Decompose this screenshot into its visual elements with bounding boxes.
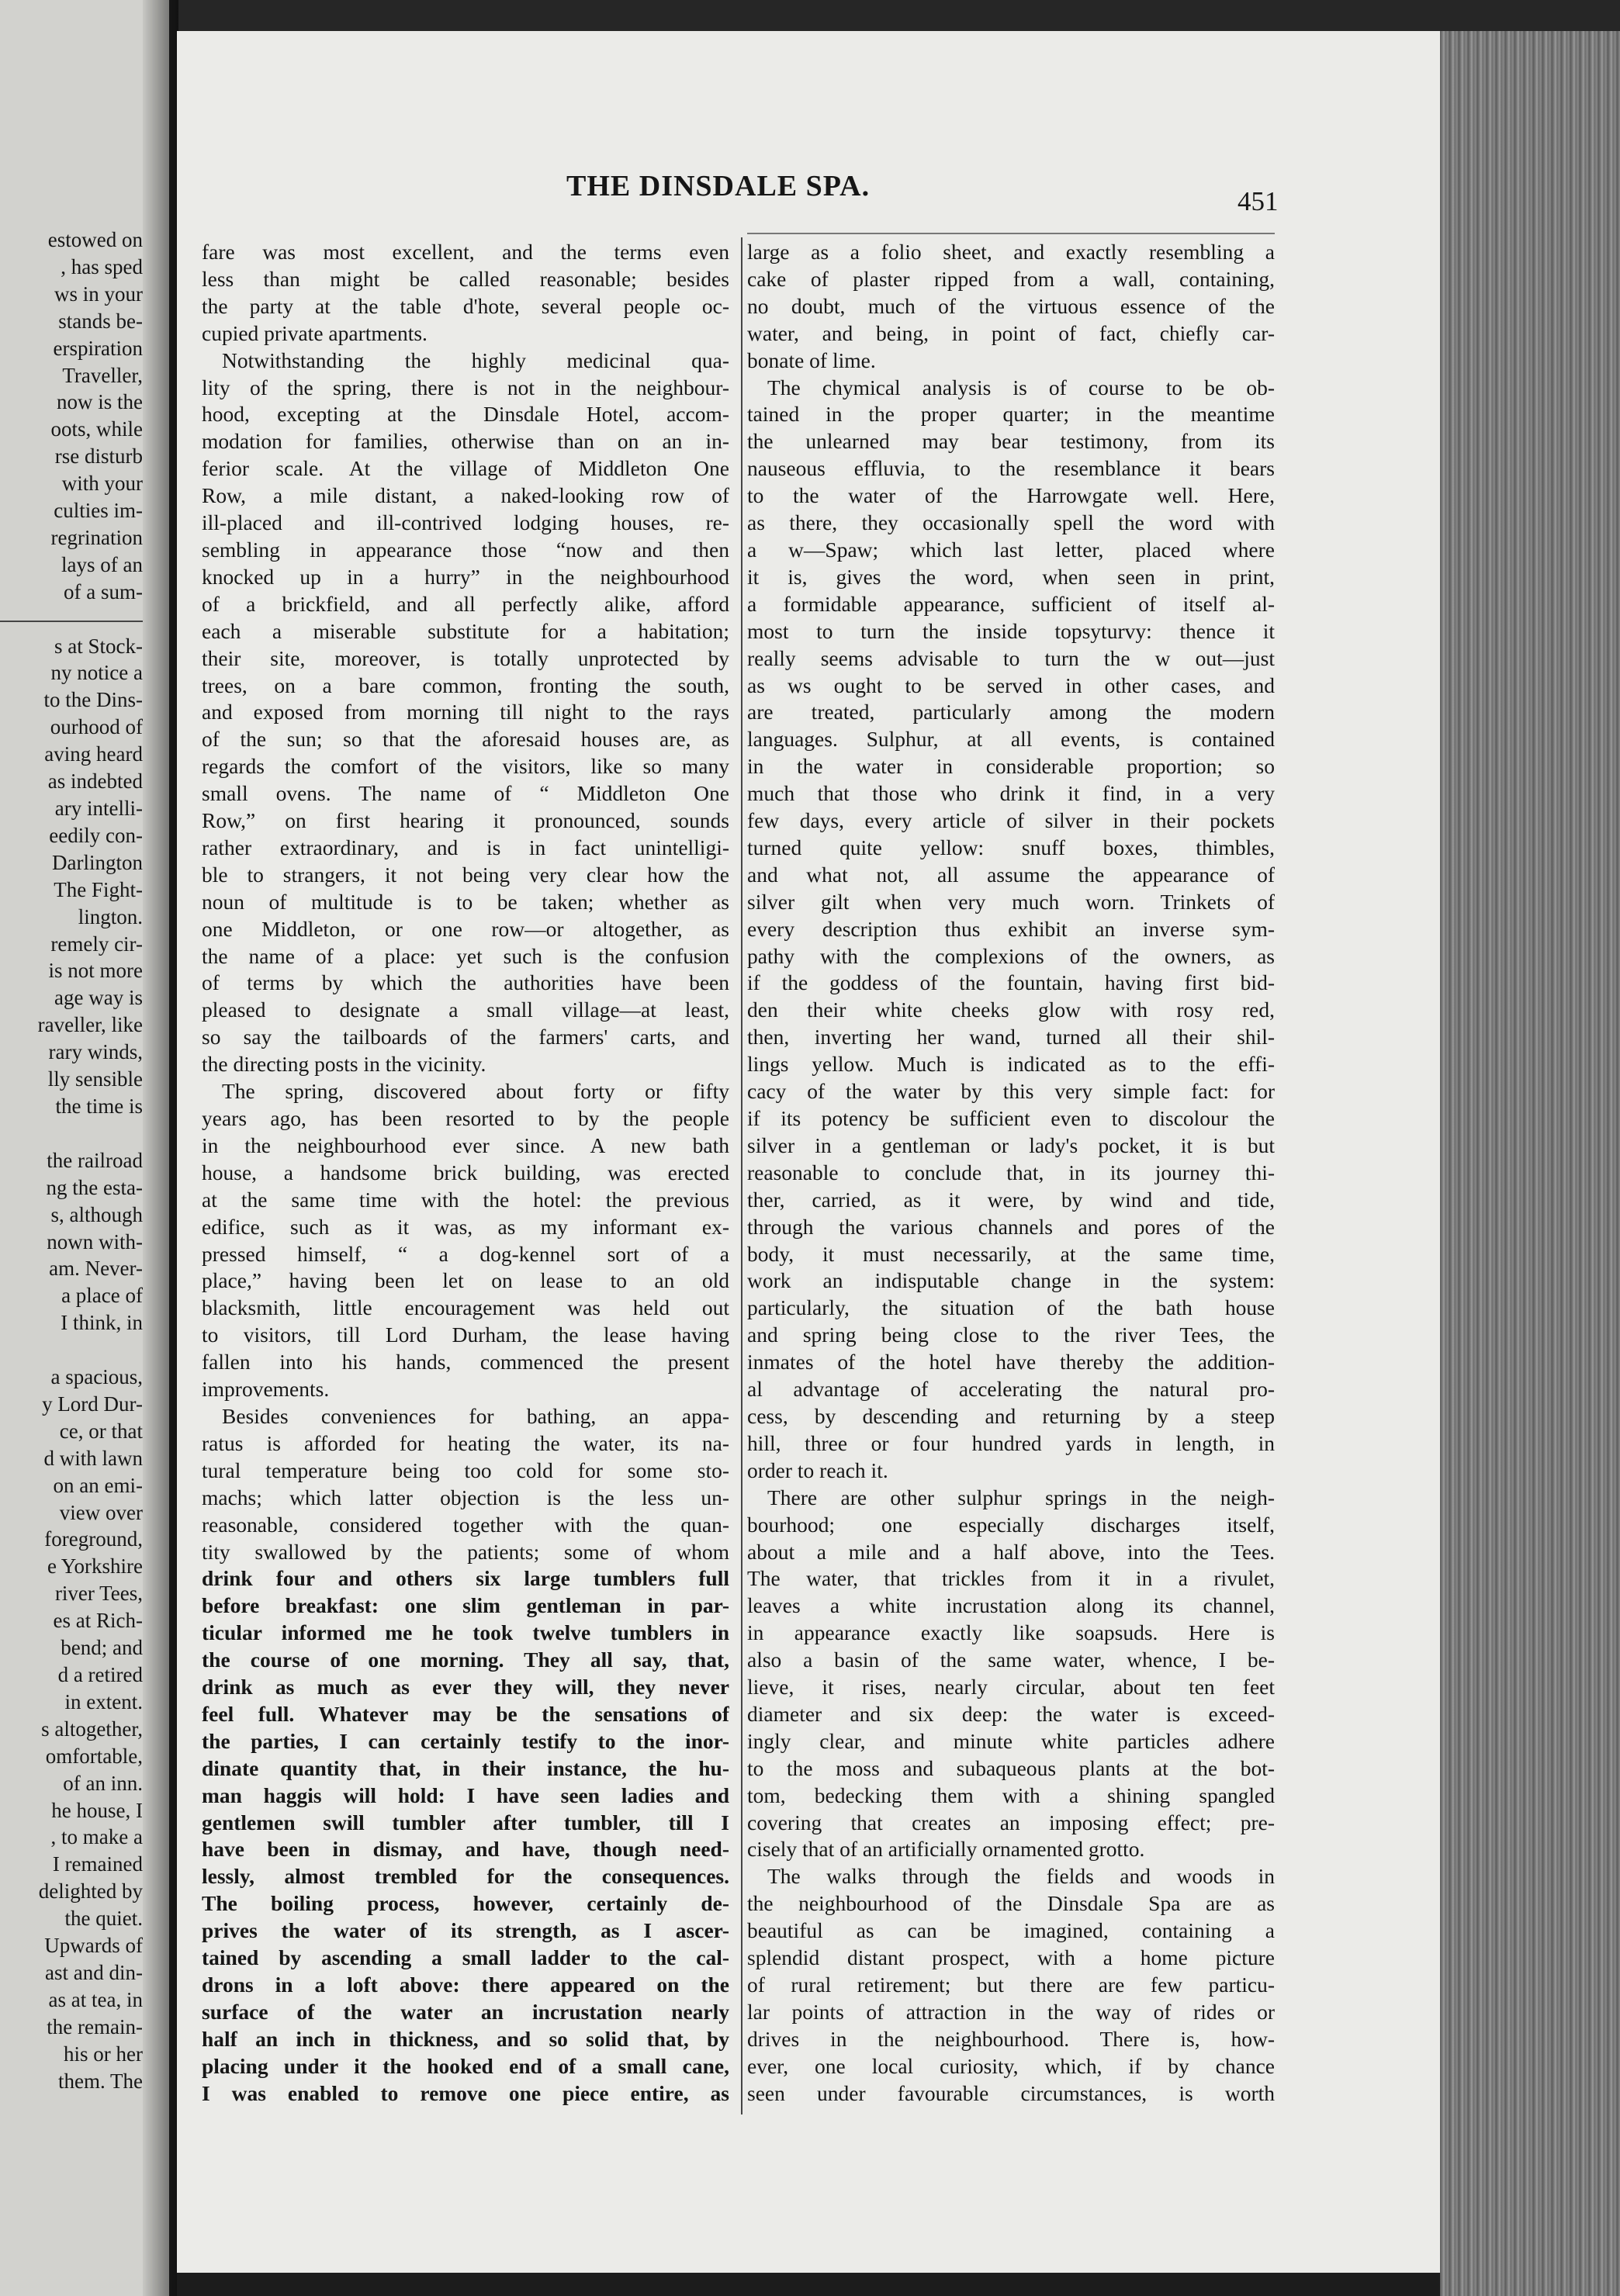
text-line: pathy with the complexions of the owners, as	[747, 943, 1275, 968]
text-line: the unlearned may bear testimony, from its	[747, 429, 1275, 454]
previous-page-line: on an emi-	[53, 1473, 143, 1497]
previous-page-line: the time is	[55, 1094, 143, 1118]
previous-page-line: now is the	[57, 390, 143, 414]
previous-page-line: d a retired	[57, 1662, 143, 1686]
text-line: covering that creates an imposing effect; pre-	[747, 1810, 1275, 1834]
text-line: have been in dismay, and have, though need-	[202, 1837, 729, 1862]
text-line: noun of multitude is to be taken; whether as	[202, 889, 729, 914]
text-line: of terms by which the authorities have been	[202, 970, 729, 995]
previous-page-line: of a sum-	[64, 579, 143, 603]
text-line: really seems advisable to turn the w out—just	[747, 645, 1275, 670]
text-line: The water, that trickles from it in a rivulet,	[747, 1566, 1275, 1591]
previous-page-line: es at Rich-	[53, 1609, 143, 1633]
previous-page-line: The Fight-	[54, 877, 143, 901]
previous-page-line: to the Dins-	[43, 688, 143, 712]
text-line: a w—Spaw; which last letter, placed where	[747, 537, 1275, 562]
text-line: modation for families, otherwise than on an in-	[202, 429, 729, 454]
text-line: diameter and six deep: the water is exceed-	[747, 1701, 1275, 1726]
text-line: then, inverting her wand, turned all their shil-	[747, 1025, 1275, 1049]
text-line: fallen into his hands, commenced the present	[202, 1350, 729, 1374]
previous-page-line: rse disturb	[54, 444, 143, 469]
previous-page-line: I remained	[52, 1852, 143, 1876]
text-line: ticular informed me he took twelve tumblers in	[202, 1620, 729, 1645]
text-line: pressed himself, “ a dog-kennel sort of a	[202, 1241, 729, 1266]
previous-page-line: erspiration	[53, 336, 143, 360]
text-line: place,” having been let on lease to an old	[202, 1268, 729, 1293]
previous-page-line: s altogether,	[41, 1717, 143, 1741]
previous-page-line: aving heard	[44, 742, 143, 766]
text-line: are treated, particularly among the modern	[747, 700, 1275, 724]
text-line: the party at the table d'hote, several people oc-	[202, 293, 729, 318]
previous-page-line: y Lord Dur-	[42, 1392, 143, 1416]
previous-page-line: ng the esta-	[46, 1175, 143, 1199]
text-line: drink four and others six large tumblers full	[202, 1566, 729, 1591]
text-line: tained by ascending a small ladder to the cal-	[202, 1945, 729, 1970]
text-line: The walks through the fields and woods in	[767, 1864, 1275, 1889]
text-line: man haggis will hold: I have seen ladies and	[202, 1783, 729, 1807]
header-rule	[747, 233, 1275, 234]
text-line: lity of the spring, there is not in the neighbour-	[202, 375, 729, 399]
text-line: ingly clear, and minute white particles adhere	[747, 1728, 1275, 1753]
previous-page-line: ourhood of	[50, 715, 143, 739]
text-line: particularly, the situation of the bath house	[747, 1295, 1275, 1320]
text-line: the course of one morning. They all say, that,	[202, 1648, 729, 1672]
text-line: work an indisputable change in the system:	[747, 1268, 1275, 1293]
previous-page-line: s at Stock-	[54, 634, 143, 658]
text-line: ther, carried, as it were, by wind and tide,	[747, 1187, 1275, 1212]
previous-page-line: s, although	[50, 1202, 143, 1226]
text-line: few days, every article of silver in their pockets	[747, 808, 1275, 833]
text-line: every description thus exhibit an inverse sym-	[747, 916, 1275, 941]
previous-page-line: culties im-	[54, 499, 143, 523]
previous-page-line: view over	[59, 1500, 143, 1524]
text-line: and spring being close to the river Tees, the	[747, 1323, 1275, 1347]
text-line: through the various channels and pores of the	[747, 1214, 1275, 1239]
text-line: lieve, it rises, nearly circular, about ten feet	[747, 1675, 1275, 1700]
previous-page-line: I think, in	[61, 1311, 143, 1335]
text-line: tural temperature being too cold for some sto-	[202, 1457, 729, 1482]
text-line: in appearance exactly like soapsuds. Here is	[747, 1620, 1275, 1645]
text-line: pleased to designate a small village—at least,	[202, 998, 729, 1022]
text-line: drons in a loft above: there appeared on the	[202, 1973, 729, 1997]
previous-page-line	[0, 606, 143, 633]
previous-page-line: with your	[61, 472, 143, 496]
previous-page-line: oots, while	[50, 417, 143, 441]
text-line: al advantage of accelerating the natural pro-	[747, 1377, 1275, 1402]
previous-page-line: river Tees,	[54, 1582, 143, 1606]
previous-page-line: a place of	[61, 1284, 143, 1308]
text-line: of a brickfield, and all perfectly alike, afford	[202, 591, 729, 616]
text-line: also a basin of the same water, whence, I be-	[747, 1648, 1275, 1672]
text-line: less than might be called reasonable; besides	[202, 266, 729, 291]
text-line: gentlemen swill tumbler after tumbler, till I	[202, 1810, 729, 1834]
text-line: Row,” on first hearing it pronounced, sounds	[202, 808, 729, 833]
text-line: seen under favourable circumstances, is worth	[747, 2080, 1275, 2105]
page-number: 451	[1238, 186, 1279, 216]
previous-page-line: as indebted	[47, 769, 143, 794]
text-line: feel full. Whatever may be the sensations of	[202, 1701, 729, 1726]
previous-page-line: his or her	[64, 2042, 143, 2066]
text-line: ever, one local curiosity, which, if by chance	[747, 2053, 1275, 2078]
previous-page-line: he house, I	[51, 1798, 143, 1822]
text-line: the parties, I can certainly testify to the inor-	[202, 1728, 729, 1753]
text-line: cacy of the water by this very simple fact: for	[747, 1079, 1275, 1104]
text-line: hill, three or four hundred yards in length, in	[747, 1430, 1275, 1455]
previous-page-line: estowed on	[47, 228, 143, 251]
text-line: no doubt, much of the virtuous essence of the	[747, 293, 1275, 318]
text-line: ill-placed and ill-contrived lodging houses, re-	[202, 510, 729, 535]
text-line: lar points of attraction in the way of rides or	[747, 1999, 1275, 2024]
page-bottom-shadow	[177, 2273, 1440, 2296]
text-line: nauseous effluvia, to the resemblance it bears	[747, 456, 1275, 481]
text-line: reasonable, considered together with the quan-	[202, 1512, 729, 1537]
text-line: tained in the proper quarter; in the meantime	[747, 402, 1275, 427]
text-line: silver gilt when very much worn. Trinkets of	[747, 889, 1275, 914]
text-line: to visitors, till Lord Durham, the lease having	[202, 1323, 729, 1347]
previous-page-line: delighted by	[38, 1879, 143, 1904]
text-line: one Middleton, or one row—or altogether, as	[202, 916, 729, 941]
text-line: regards the comfort of the visitors, like so many	[202, 754, 729, 779]
text-line: most to turn the inside topsyturvy: thence it	[747, 618, 1275, 643]
text-line: turned quite yellow: snuff boxes, thimbles,	[747, 835, 1275, 859]
text-line: to the moss and subaqueous plants at the bot-	[747, 1755, 1275, 1780]
text-line: There are other sulphur springs in the neigh-	[767, 1485, 1275, 1509]
previous-page-line: remely cir-	[50, 932, 143, 956]
page-edges	[1440, 31, 1620, 2296]
text-line: as ws ought to be served in other cases, and	[747, 673, 1275, 697]
text-line: The boiling process, however, certainly de-	[202, 1891, 729, 1916]
previous-page-line: raveller, like	[37, 1013, 143, 1037]
previous-page-line: Darlington	[52, 850, 143, 874]
text-line: the directing posts in the vicinity.	[202, 1052, 486, 1077]
text-line: cisely that of an artificially ornamented grotto.	[747, 1837, 1145, 1862]
text-line: den their white cheeks glow with rosy red,	[747, 998, 1275, 1022]
previous-page-line: the remain-	[47, 2014, 143, 2038]
text-line: knocked up in a hurry” in the neighbourhood	[202, 564, 729, 589]
text-line: inmates of the hotel have thereby the addition-	[747, 1350, 1275, 1374]
text-line: machs; which latter objection is the less un-	[202, 1485, 729, 1509]
text-line: edifice, such as it was, as my informant ex-	[202, 1214, 729, 1239]
previous-page-line: a spacious,	[50, 1365, 143, 1389]
previous-page-divider	[0, 621, 143, 622]
previous-page-text-fragment	[0, 226, 143, 2094]
text-line: cupied private apartments.	[202, 320, 428, 345]
text-line: much that those who drink it find, in a very	[747, 781, 1275, 806]
text-line: bonate of lime.	[747, 348, 876, 372]
previous-page-line: stands be-	[58, 309, 143, 333]
text-line: small ovens. The name of “ Middleton One	[202, 781, 729, 806]
previous-page-line: as at tea, in	[48, 1987, 143, 2011]
text-line: surface of the water an incrustation nearly	[202, 1999, 729, 2024]
text-line: ratus is afforded for heating the water, its na-	[202, 1430, 729, 1455]
text-line: it is, gives the word, when seen in print,	[747, 564, 1275, 589]
text-line: sembling in appearance those “now and then	[202, 537, 729, 562]
previous-page-line: regrination	[50, 525, 143, 549]
text-line: of rural retirement; but there are few particu-	[747, 1973, 1275, 1997]
text-line: each a miserable substitute for a habitation;	[202, 618, 729, 643]
text-line: tity swallowed by the patients; some of whom	[202, 1539, 729, 1564]
previous-page-line: lays of an	[61, 552, 143, 576]
text-line: half an inch in thickness, and so solid that, by	[202, 2026, 729, 2051]
previous-page-line: d with lawn	[43, 1446, 143, 1470]
previous-page-line: ws in your	[54, 282, 143, 306]
text-line: improvements.	[202, 1377, 330, 1402]
previous-page-line: am. Never-	[49, 1257, 143, 1281]
text-line: at the same time with the hotel: the previous	[202, 1187, 729, 1212]
previous-page-line: lington.	[78, 904, 143, 928]
text-line: before breakfast: one slim gentleman in par-	[202, 1593, 729, 1618]
text-line: The spring, discovered about forty or fifty	[222, 1079, 729, 1104]
text-line: a formidable appearance, sufficient of itself al-	[747, 591, 1275, 616]
previous-page-line: Upwards of	[44, 1934, 143, 1958]
text-line: Notwithstanding the highly medicinal qua-	[222, 348, 729, 372]
text-line: cake of plaster ripped from a wall, containing,	[747, 266, 1275, 291]
text-line: large as a folio sheet, and exactly resembling a	[747, 240, 1275, 264]
text-line: so say the tailboards of the farmers' carts, and	[202, 1025, 729, 1049]
text-line: prives the water of its strength, as I ascer-	[202, 1918, 729, 1943]
previous-page-line: bend; and	[61, 1636, 143, 1660]
text-line: rather extraordinary, and is in fact unintelligi-	[202, 835, 729, 859]
text-line: leaves a white incrustation along its channel,	[747, 1593, 1275, 1618]
previous-page-line	[0, 1120, 143, 1147]
previous-page-line: the railroad	[47, 1148, 143, 1172]
previous-page-line: , has sped	[61, 254, 143, 278]
text-column-right	[747, 239, 1275, 2108]
text-line: I was enabled to remove one piece entire, as	[202, 2080, 729, 2105]
text-line: trees, on a bare common, fronting the south,	[202, 673, 729, 697]
text-line: lings yellow. Much is indicated as to the effi-	[747, 1052, 1275, 1077]
text-line: dinate quantity that, in their instance, the hu-	[202, 1755, 729, 1780]
previous-page-line: nown with-	[47, 1229, 143, 1253]
previous-page-line: them. The	[58, 2069, 143, 2093]
previous-page-line: omfortable,	[45, 1744, 143, 1768]
text-line: blacksmith, little encouragement was held out	[202, 1295, 729, 1320]
text-line: house, a handsome brick building, was erected	[202, 1160, 729, 1184]
text-line: in the neighbourhood ever since. A new bath	[202, 1132, 729, 1157]
previous-page-line: ary intelli-	[54, 797, 143, 821]
previous-page-line: e Yorkshire	[47, 1554, 143, 1578]
previous-page-line: Traveller,	[62, 363, 143, 387]
text-line: about a mile and a half above, into the Tees.	[747, 1539, 1275, 1564]
previous-page-line: of an inn.	[63, 1771, 143, 1795]
text-line: drives in the neighbourhood. There is, how-	[747, 2026, 1275, 2051]
text-line: as there, they occasionally spell the word with	[747, 510, 1275, 535]
previous-page-line: the quiet.	[64, 1907, 143, 1931]
text-line: of the sun; so that the aforesaid houses are, as	[202, 727, 729, 752]
text-line: and what not, all assume the appearance of	[747, 862, 1275, 887]
running-head-title: THE DINSDALE SPA.	[566, 170, 871, 202]
text-line: water, and being, in point of fact, chiefly car-	[747, 320, 1275, 345]
text-column-left	[202, 239, 729, 2108]
text-line: their site, moreover, is totally unprotected by	[202, 645, 729, 670]
previous-page-line: rary winds,	[48, 1040, 143, 1064]
text-line: in the water in considerable proportion; so	[747, 754, 1275, 779]
previous-page-line: , to make a	[50, 1825, 143, 1849]
previous-page-line: ny notice a	[50, 661, 143, 685]
book-gutter-shadow	[143, 0, 178, 2296]
text-line: fare was most excellent, and the terms even	[202, 240, 729, 264]
text-line: to the water of the Harrowgate well. Here,	[747, 483, 1275, 508]
text-line: the name of a place: yet such is the confusion	[202, 943, 729, 968]
text-line: beautiful as can be imagined, containing a	[747, 1918, 1275, 1943]
text-line: languages. Sulphur, at all events, is contained	[747, 727, 1275, 752]
text-line: the neighbourhood of the Dinsdale Spa are as	[747, 1891, 1275, 1916]
previous-page-line: foreground,	[44, 1527, 143, 1551]
text-line: hood, excepting at the Dinsdale Hotel, accom-	[202, 402, 729, 427]
previous-page-line: ce, or that	[59, 1419, 143, 1443]
text-line: Besides conveniences for bathing, an appa-	[222, 1403, 729, 1428]
previous-page-line	[0, 1336, 143, 1364]
text-line: if the goddess of the fountain, having first bid-	[747, 970, 1275, 995]
text-line: order to reach it.	[747, 1457, 888, 1482]
previous-page-line: lly sensible	[47, 1067, 143, 1091]
text-line: drink as much as ever they will, they never	[202, 1675, 729, 1700]
text-line: years ago, has been resorted to by the people	[202, 1106, 729, 1130]
text-line: cess, by descending and returning by a steep	[747, 1403, 1275, 1428]
text-line: placing under it the hooked end of a small cane,	[202, 2053, 729, 2078]
previous-page-line: ast and din-	[45, 1960, 143, 1984]
text-line: splendid distant prospect, with a home picture	[747, 1945, 1275, 1970]
text-line: if its potency be sufficient even to discolour the	[747, 1106, 1275, 1130]
text-line: The chymical analysis is of course to be ob-	[767, 375, 1275, 399]
text-line: body, it must necessarily, at the same time,	[747, 1241, 1275, 1266]
text-line: ferior scale. At the village of Middleton One	[202, 456, 729, 481]
previous-page-line: is not more	[48, 959, 143, 983]
previous-page-line: in extent.	[64, 1689, 143, 1713]
column-rule	[741, 237, 742, 2114]
text-line: tom, bedecking them with a shining spangled	[747, 1783, 1275, 1807]
previous-page-line: age way is	[54, 986, 143, 1010]
text-line: silver in a gentleman or lady's pocket, it is but	[747, 1132, 1275, 1157]
text-line: lessly, almost trembled for the consequences.	[202, 1864, 729, 1889]
text-line: reasonable to conclude that, in its journey thi-	[747, 1160, 1275, 1184]
previous-page-line: eedily con-	[49, 823, 143, 847]
text-line: and exposed from morning till night to the rays	[202, 700, 729, 724]
text-line: Row, a mile distant, a naked-looking row of	[202, 483, 729, 508]
text-line: ble to strangers, it not being very clear how the	[202, 862, 729, 887]
text-line: bourhood; one especially discharges itself,	[747, 1512, 1275, 1537]
